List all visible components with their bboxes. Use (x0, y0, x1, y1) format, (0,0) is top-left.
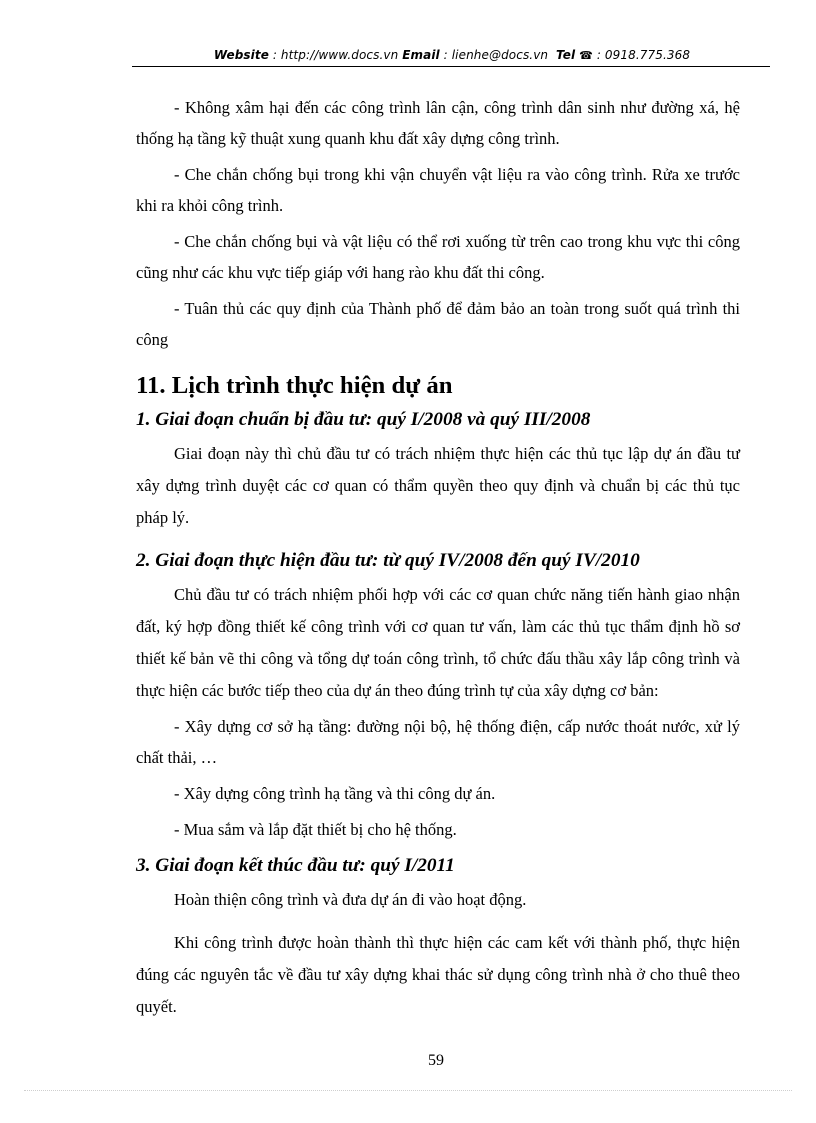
stage-2-text: Chủ đầu tư có trách nhiệm phối hợp với các cơ quan chức năng tiến hành giao nhận đất, ký hợp đồng thiết kế công trình với cơ quan tư vấn, làm các thủ tục thẩm định hồ sơ thiết kế bản vẽ thi công và tổng dự toán công trình, tổ chức đấu thầu xây lắp công trình và thực hiện các bước tiếp theo của dự án theo đúng trình tự của xây dựng cơ bản: (136, 585, 740, 700)
stage-3-text: Khi công trình được hoàn thành thì thực hiện các cam kết với thành phố, thực hiện đúng các nguyên tắc về đầu tư xây dựng khai thác sử dụng công trình nhà ở cho thuê theo quyết. (136, 933, 740, 1016)
stage-2-bullet: - Xây dựng công trình hạ tầng và thi công dự án. (174, 784, 496, 803)
stage-2-bullet: - Xây dựng cơ sở hạ tầng: đường nội bộ, hệ thống điện, cấp nước thoát nước, xử lý chất thải, … (136, 717, 740, 767)
bullet-item: - Che chắn chống bụi trong khi vận chuyển vật liệu ra vào công trình. Rửa xe trước khi ra khỏi công trình. (136, 165, 740, 215)
bullet-item: - Không xâm hại đến các công trình lân cận, công trình dân sinh như đường xá, hệ thống hạ tầng kỹ thuật xung quanh khu đất xây dựng công trình. (136, 98, 740, 148)
website-sep: : (268, 48, 281, 62)
stage-1-text: Giai đoạn này thì chủ đầu tư có trách nhiệm thực hiện các thủ tục lập dự án đầu tư xây dựng trình duyệt các cơ quan có thẩm quyền theo quy định và chuẩn bị các thủ tục pháp lý. (136, 444, 740, 527)
page-number: 59 (428, 1052, 444, 1069)
email-label: Email (402, 48, 440, 62)
tel-sep: : (592, 48, 605, 62)
stage-2-heading: 2. Giai đoạn thực hiện đầu tư: từ quý IV/2008 đến quý IV/2010 (136, 550, 640, 571)
stage-3-heading: 3. Giai đoạn kết thúc đầu tư: quý I/2011 (136, 855, 455, 876)
stage-1-heading: 1. Giai đoạn chuẩn bị đầu tư: quý I/2008 và quý III/2008 (136, 409, 591, 430)
tel-value: 0918.775.368 (604, 48, 691, 62)
tel-label: Tel (555, 48, 576, 62)
stage-3-text: Hoàn thiện công trình và đưa dự án đi vào hoạt động. (174, 890, 527, 909)
page-header (136, 48, 768, 62)
document-body (136, 92, 740, 1034)
email-sep: : (439, 48, 452, 62)
bullet-item: - Che chắn chống bụi và vật liệu có thể rơi xuống từ trên cao trong khu vực thi công cũng như các khu vực tiếp giáp với hang rào khu đất thi công. (136, 232, 740, 282)
telephone-icon: ☎ (579, 49, 593, 62)
stage-2-bullet: - Mua sắm và lắp đặt thiết bị cho hệ thống. (174, 820, 457, 839)
footer-divider (24, 1090, 792, 1091)
email-link[interactable]: lienhe@docs.vn (451, 48, 549, 62)
website-link[interactable]: http://www.docs.vn (280, 48, 399, 62)
header-divider (132, 66, 770, 67)
website-label: Website (213, 48, 269, 62)
section-heading: 11. Lịch trình thực hiện dự án (136, 372, 453, 399)
bullet-item: - Tuân thủ các quy định của Thành phố để đảm bảo an toàn trong suốt quá trình thi công (136, 299, 740, 349)
